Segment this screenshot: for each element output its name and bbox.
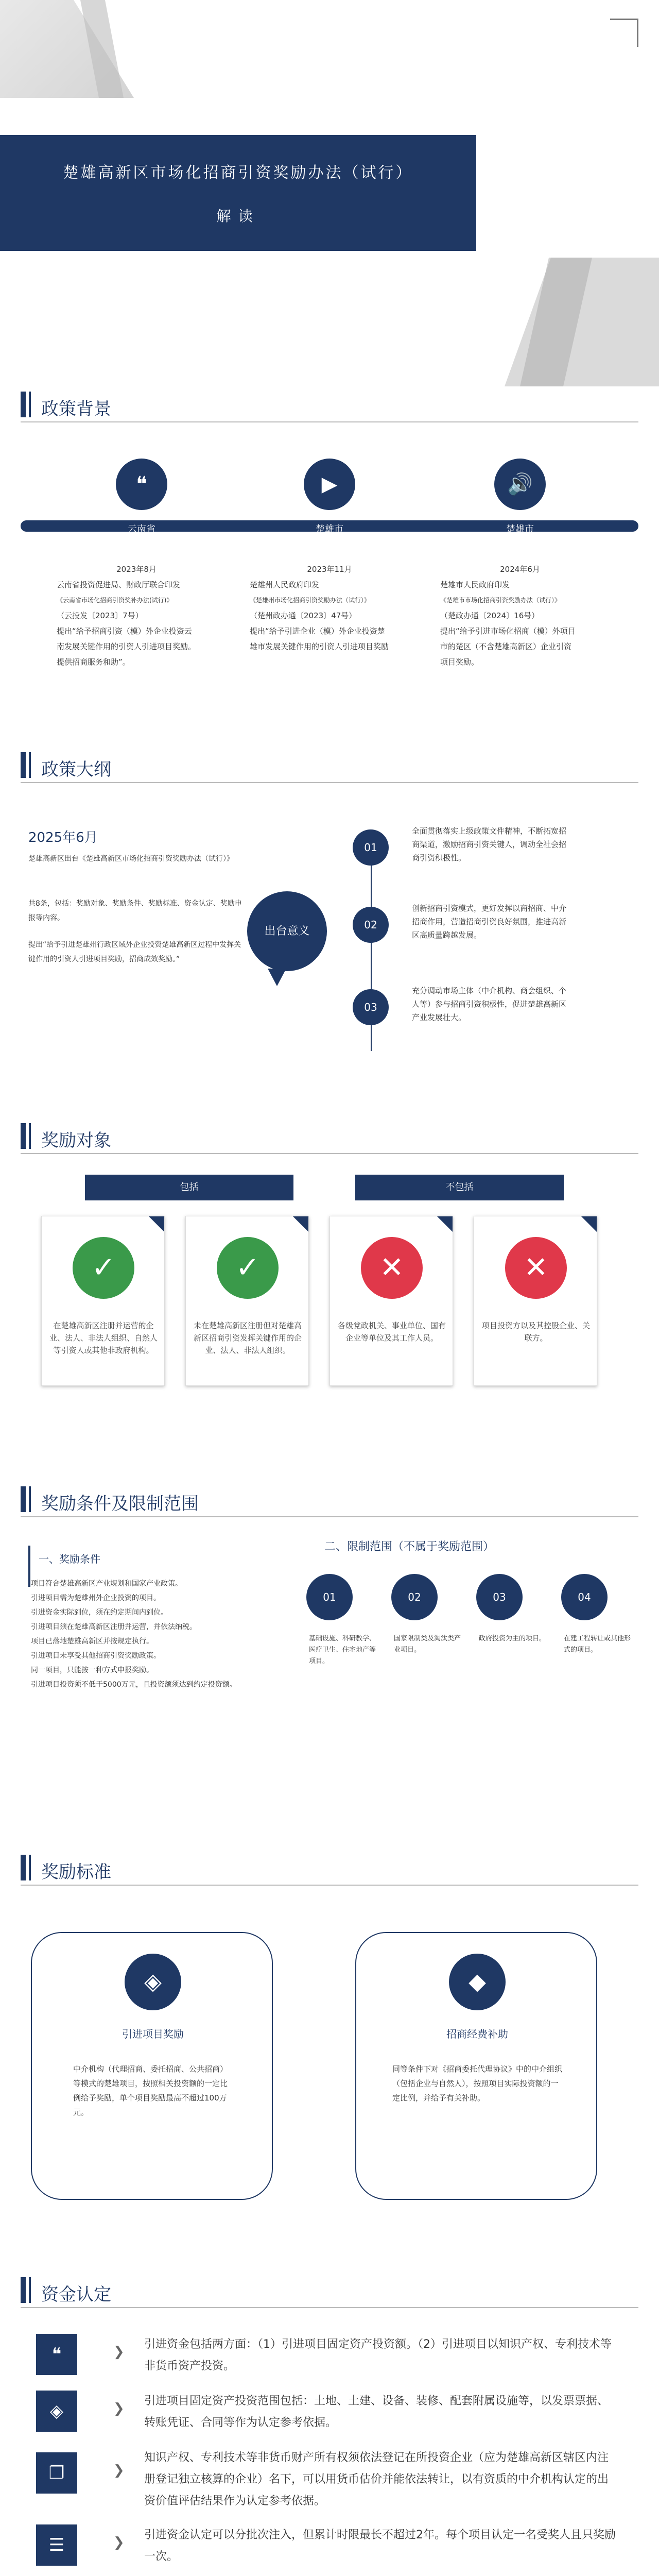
standard-card: ◈ 引进项目奖励 中介机构（代理招商、委托招商、公共招商）等模式的楚雄项目，按照相关投资额的一定比例给予奖励，单个项目奖励最高不超过100万元。	[31, 1932, 273, 2200]
section-title: 资金认定	[41, 2284, 111, 2305]
section-title: 奖励标准	[41, 1862, 111, 1883]
fund-text: 引进资金包括两方面：（1）引进项目固定资产投资额。（2）引进项目以知识产权、专利技术等非货币资产投资。	[144, 2338, 612, 2372]
conditions-list: 项目符合楚雄高新区产业规划和国家产业政策。 引进项目需为楚雄州外企业投资的项目。 引进资金实际到位，须在约定期间内到位。 引进项目须在楚雄高新区注册并运营，并依法纳税。 项目已落地楚雄高新区并按规定执行。 引进项目未享受其他招商引资奖励政策。 同一项目，只能按一种方式申报奖励。 引进项目投资须不低于5000万元，且投资额须达到约定投资额。	[31, 1580, 237, 1689]
chat-icon: ☰	[36, 2524, 77, 2566]
check-icon: ✓	[73, 1237, 134, 1299]
conditions-marker	[28, 1546, 30, 1587]
region-name: 云南省	[128, 524, 155, 535]
outline-item-text: 全面贯彻落实上级政策文件精神，不断拓宽招商渠道，激励招商引资关键人，调动全社会招商引资积极性。	[412, 826, 567, 862]
include-tab: 包括	[85, 1175, 293, 1200]
section-title: 政策背景	[41, 399, 111, 419]
outline-purpose: 提出“给予引进楚雄州行政区域外企业投资楚雄高新区过程中发挥关键作用的引资人引进项目奖励，招商成效奖励。”	[28, 941, 241, 963]
outline-number: 01	[353, 829, 389, 866]
section-title: 奖励条件及限制范围	[41, 1494, 199, 1514]
copy-icon: ❐	[36, 2452, 77, 2494]
page-title: 楚雄高新区市场化招商引资奖励办法（试行）	[63, 164, 413, 182]
chevron-right-icon: ❯	[113, 2463, 125, 2478]
limit-text: 政府投资为主的项目。	[479, 1635, 546, 1642]
background-col-2: 2023年11月 楚雄州人民政府印发 《楚雄州市场化招商引资奖励办法（试行）》 （楚州政办通〔2023〕47号） 提出“给予引进企业（模）外企业投资楚 雄市发展关键作用的引资人引进项目奖励	[250, 565, 389, 651]
page-subtitle: 解读	[216, 208, 260, 225]
outline-number: 03	[353, 989, 389, 1025]
outline-date: 2025年6月	[28, 830, 98, 845]
chevron-right-icon: ❯	[113, 2401, 125, 2416]
limit-number: 01	[306, 1574, 353, 1620]
section-title: 政策大纲	[41, 759, 111, 780]
speaker-icon: 🔊	[494, 459, 546, 510]
background-col-1: 2023年8月 云南省投资促进局、财政厅联合印发 《云南省市场化招商引资奖补办法(试行)》 （云投发〔2023〕7号） 提出“给予招商引资（模）外企业投资云 南发展关键作用的引资人引进项目奖励。 提供招商服务和助”。	[57, 565, 196, 667]
outline-intro: 楚雄高新区出台《楚雄高新区市场化招商引资奖励办法（试行）》	[28, 855, 234, 863]
limits-title: 二、限制范围（不属于奖励范围）	[324, 1540, 495, 1553]
corner-bracket	[610, 19, 638, 47]
significance-bubble: 出台意义	[247, 891, 327, 971]
exclude-tab: 不包括	[355, 1175, 564, 1200]
fund-text: 引进资金认定可以分批次注入，但累计时限最长不超过2年。每个项目认定一名受奖人且只奖励一次。	[144, 2529, 616, 2563]
price-tag-icon: ◆	[449, 1954, 506, 2010]
background-col-3: 2024年6月 楚雄市人民政府印发 《楚雄市市场化招商引资奖励办法（试行）》 （楚政办通〔2024〕16号） 提出“给予引进市场化招商（模）外项目 市的楚区（不含楚雄高新区）企业引资 项目奖励。	[440, 565, 576, 667]
quote-icon: ❝	[36, 2334, 77, 2375]
limit-number: 02	[391, 1574, 438, 1620]
limit-text: 国家限制类及淘汰类产业项目。	[394, 1635, 461, 1654]
check-icon: ✓	[217, 1237, 279, 1299]
quote-icon: ❝	[116, 459, 167, 510]
limit-text: 基础设施、科研教学、医疗卫生、住宅地产等项目。	[309, 1635, 376, 1665]
conditions-title: 一、奖励条件	[39, 1553, 100, 1565]
limit-text: 在建工程转让或其他形式的项目。	[564, 1635, 631, 1654]
limit-number: 04	[561, 1574, 608, 1620]
fund-text: 引进项目固定资产投资范围包括：土地、土建、设备、装修、配套附属设施等，以发票票据、转账凭证、合同等作为认定参考依据。	[144, 2395, 609, 2429]
cross-icon: ✕	[505, 1237, 567, 1299]
bubble-tail	[268, 969, 286, 986]
chevron-right-icon: ❯	[113, 2344, 125, 2360]
target-card: ✓ 在楚雄高新区注册并运营的企业、法人、非法人组织、自然人等引资人或其他非政府机构。	[41, 1216, 165, 1386]
target-card: ✓ 未在楚雄高新区注册但对楚雄高新区招商引资发挥关键作用的企业、法人、非法人组织。	[185, 1216, 309, 1386]
chevron-right-icon: ❯	[113, 2535, 125, 2550]
region-name: 楚雄市	[506, 524, 534, 535]
target-card: ✕ 各级党政机关、事业单位、国有企业等单位及其工作人员。	[330, 1216, 453, 1386]
play-icon: ▶	[304, 459, 355, 510]
tag-icon: ◈	[36, 2391, 77, 2432]
cross-icon: ✕	[361, 1237, 423, 1299]
target-card: ✕ 项目投资方以及其控股企业、关联方。	[474, 1216, 597, 1386]
header-banner	[0, 135, 476, 251]
outline-item-text: 充分调动市场主体（中介机构、商会组织、个人等）参与招商引资积极性，促进楚雄高新区产业发展壮大。	[412, 986, 567, 1022]
standard-card: ◆ 招商经费补助 同等条件下对《招商委托代理协议》中的中介组织（包括企业与自然人），按照项目实际投资额的一定比例，并给予有关补助。	[355, 1932, 597, 2200]
outline-number: 02	[353, 907, 389, 943]
region-name: 楚雄市	[316, 524, 343, 535]
limit-number: 03	[476, 1574, 523, 1620]
outline-structure: 共8条，包括：奖励对象、奖励条件、奖励标准、资金认定、奖励申报等内容。	[28, 900, 242, 922]
fund-text: 知识产权、专利技术等非货币财产所有权须依法登记在所投资企业（应为楚雄高新区辖区内注册登记独立核算的企业）名下，可以用货币估价并能依法转让，以有资质的中介机构认定的出资价值评估结果作为认定参考依据。	[144, 2451, 609, 2507]
tag-icon: ◈	[125, 1954, 181, 2010]
section-title: 奖励对象	[41, 1130, 111, 1151]
outline-item-text: 创新招商引资模式，更好发挥以商招商、中介招商作用，营造招商引资良好氛围，推进高新区高质量跨越发展。	[412, 904, 567, 940]
